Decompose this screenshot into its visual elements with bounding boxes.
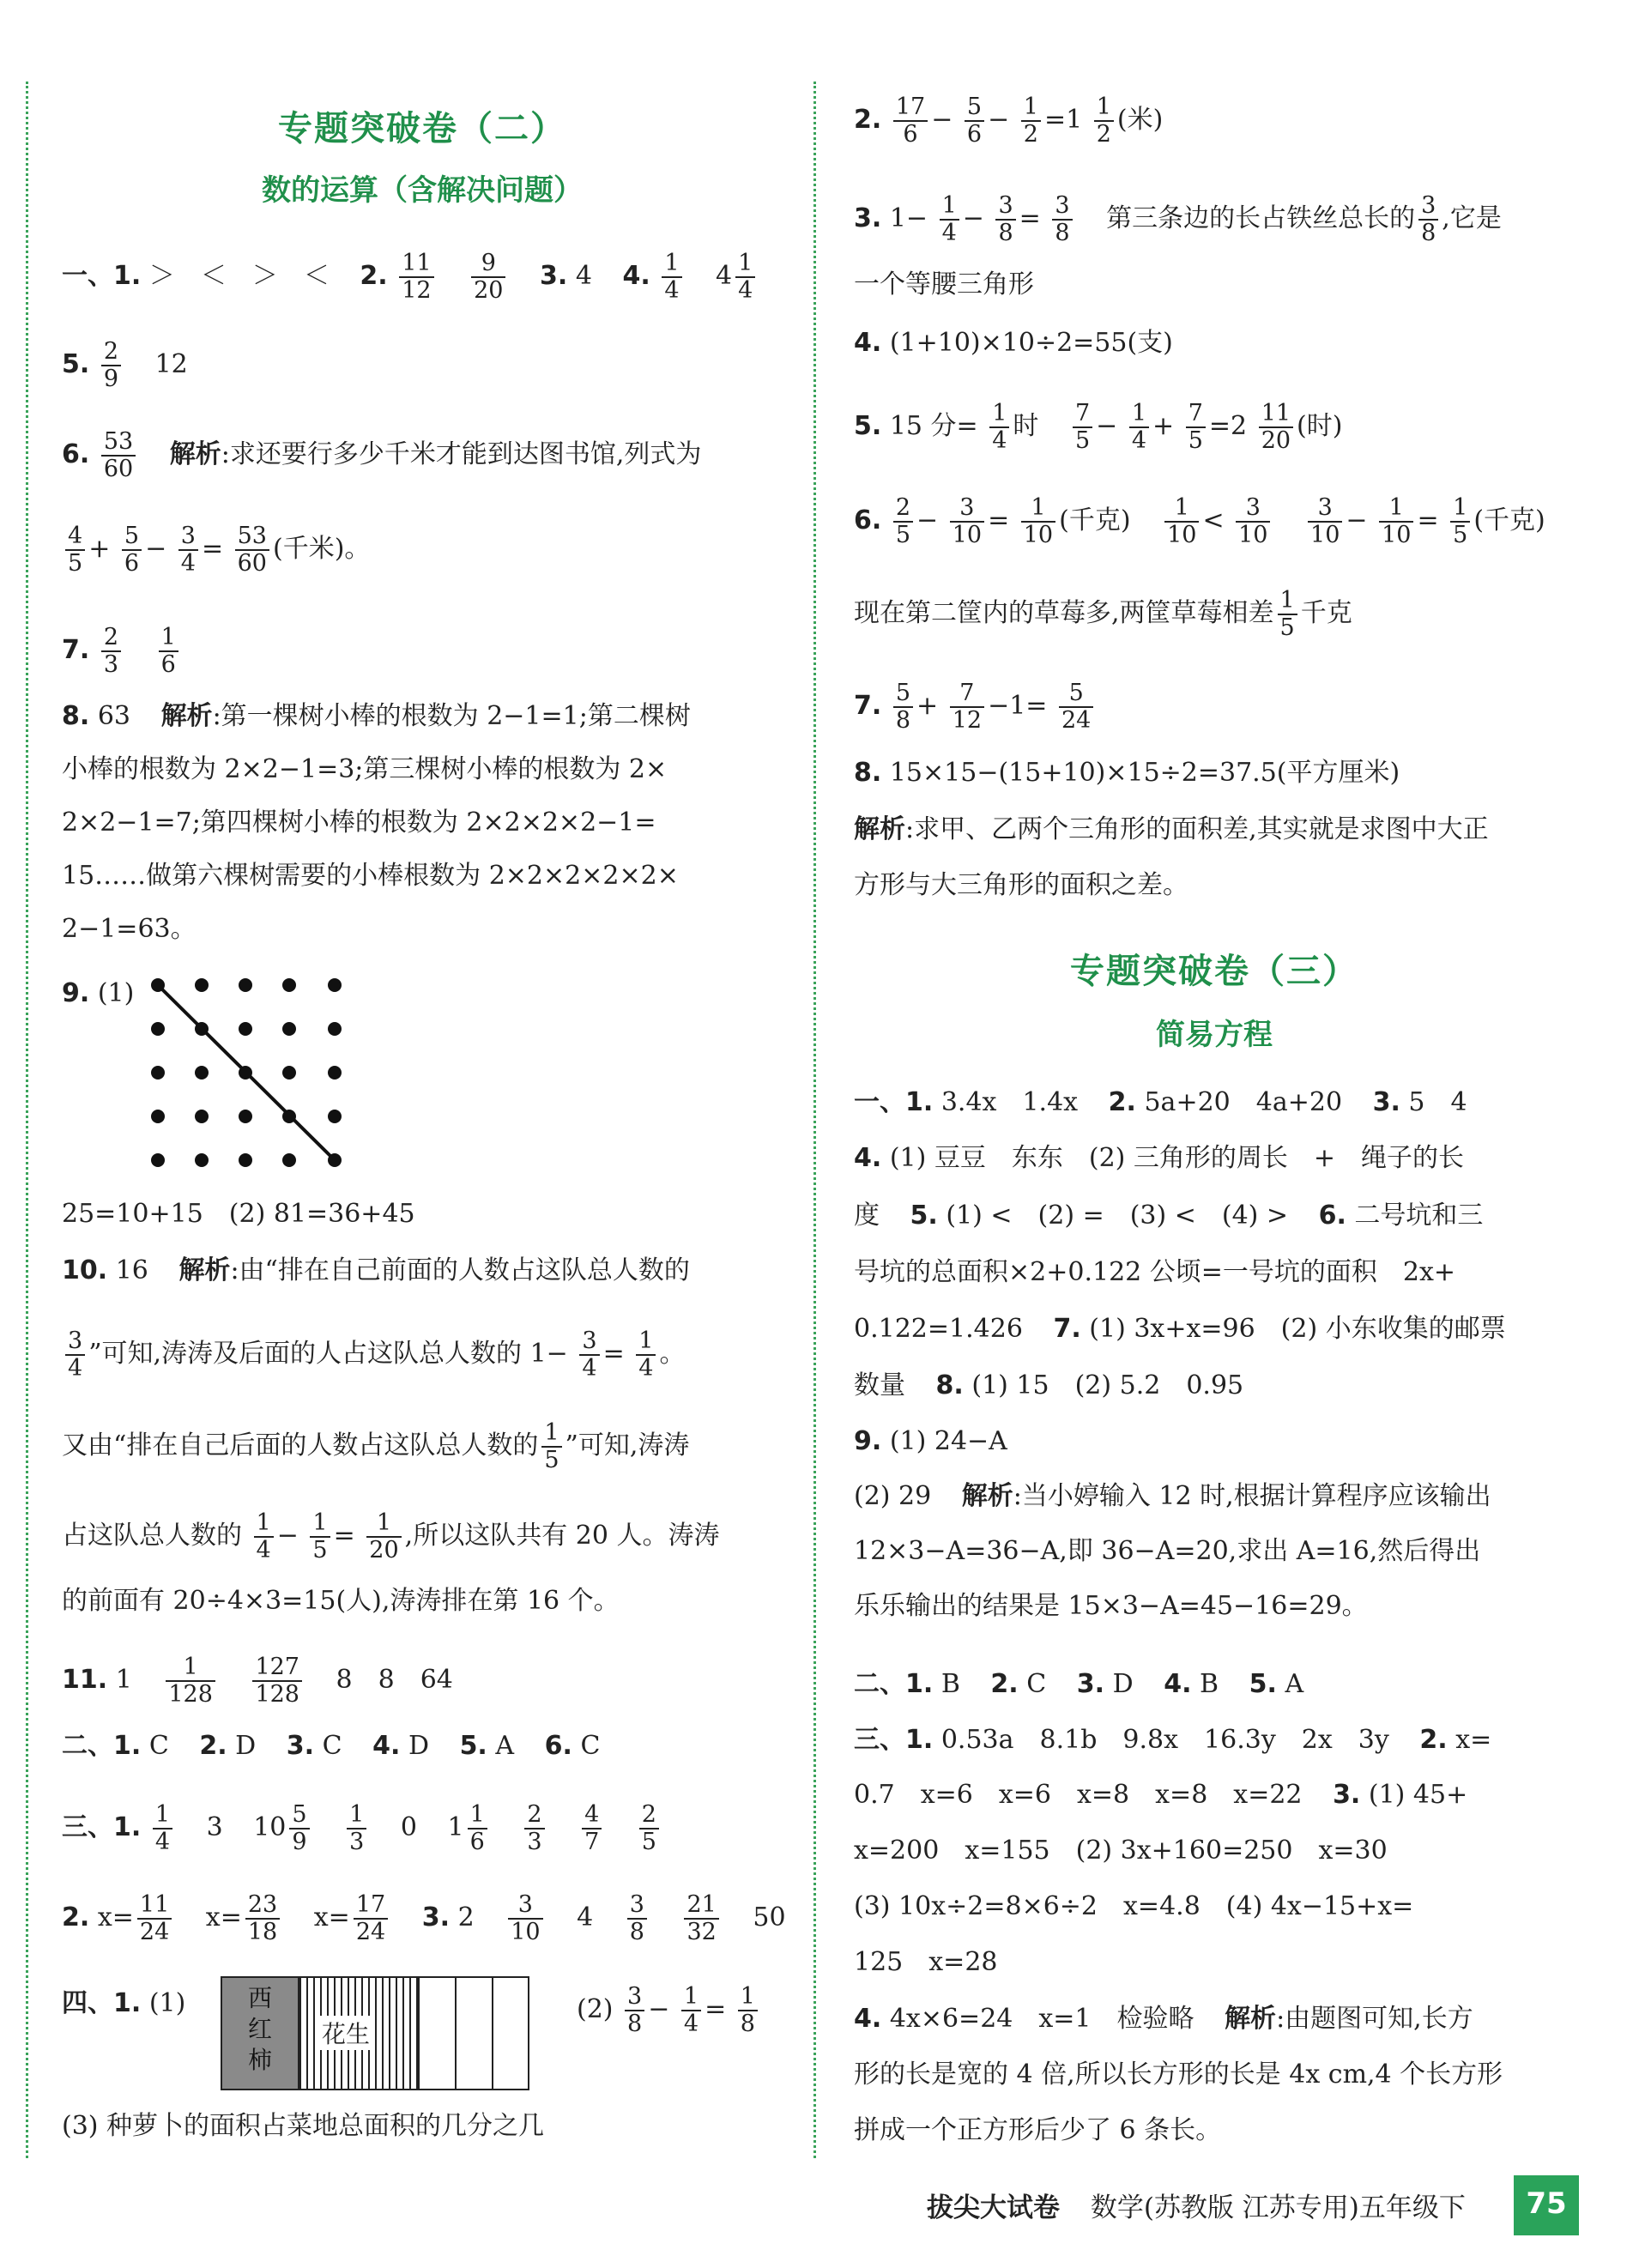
answer-line-9: 9. (1) (62, 978, 135, 1008)
dot-grid-figure (148, 970, 362, 1167)
answer-q9c: 12×3−A=36−A,即 36−A=20,求出 A=16,然后得出 (854, 1536, 1481, 1566)
answer-section-3b: 2. x= $\frac{11}{24}$ x= $\frac{23}{18}$ x= $\frac{17}{24}$ 3. 2 $\frac{3}{10}$ 4 $\frac{3}{8}$ $\frac{21}{32}$ 50 (62, 1891, 786, 1945)
answer-q4x: 4. 4x×6=24 x=1 检验略 解析:由题图可知,长方 (854, 2004, 1473, 2034)
answer-line-r5: 5. 15 分= $\frac{1}{4}$ 时 $\frac{7}{5}$ − $\frac{1}{4}$ + $\frac{7}{5}$ =2 $\frac{11}{20}$ (时) (854, 400, 1343, 454)
answer-q3d: (3) 10x÷2=8×6÷2 x=4.8 (4) 4x−15+x= (854, 1891, 1414, 1921)
answer-line-r8b: 解析:求甲、乙两个三角形的面积差,其实就是求图中大正 (854, 814, 1489, 844)
answer-q4e: 数量 8. (1) 15 (2) 5.2 0.95 (854, 1370, 1244, 1400)
answer-q1: 一、1. 3.4x 1.4x 2. 5a+20 4a+20 3. 5 4 (854, 1087, 1467, 1117)
answer-q2: 二、1. B 2. C 3. D 4. B 5. A (854, 1669, 1304, 1699)
answer-section-4b: (3) 种萝卜的面积占菜地总面积的几分之几 (62, 2111, 545, 2141)
peanut-label: 花生 (318, 2016, 373, 2050)
answer-line-r8c: 方形与大三角形的面积之差。 (854, 870, 1188, 900)
answer-q3e: 125 x=28 (854, 1947, 998, 1977)
answer-line-6: 6. $\frac{53}{60}$ 解析:求还要行多少千米才能到达图书馆,列式为 (62, 428, 702, 482)
answer-q4z: 拼成一个正方形后少了 6 条长。 (854, 2115, 1222, 2145)
answer-q4y: 形的长是宽的 4 倍,所以长方形的长是 4x cm,4 个长方形 (854, 2059, 1503, 2090)
answer-line-10e: 的前面有 20÷4×3=15(人),涛涛排在第 16 个。 (62, 1586, 620, 1616)
column-divider (813, 82, 816, 2158)
answer-q9b: (2) 29 解析:当小婷输入 12 时,根据计算程序应该输出 (854, 1481, 1491, 1511)
answer-q4: 4. (1) 豆豆 东东 (2) 三角形的周长 + 绳子的长 (854, 1143, 1465, 1173)
footer-subject: 数学(苏教版 江苏专用)五年级下 (1090, 2192, 1466, 2223)
answer-line-r8: 8. 15×15−(15+10)×15÷2=37.5(平方厘米) (854, 758, 1400, 788)
footer-brand: 拔尖大试卷 (927, 2192, 1060, 2223)
answer-line-6b: $\frac{4}{5}$ + $\frac{5}{6}$ − $\frac{3}{4}$ = $\frac{53}{60}$ (千米)。 (62, 523, 370, 577)
tomato-area (222, 1978, 299, 2089)
section-title: 专题突破卷（三） (1070, 952, 1358, 991)
answer-q4b: 度 5. (1) < (2) = (3) < (4) > 6. 二号坑和三 (854, 1201, 1484, 1231)
answer-q3: 三、1. 0.53a 8.1b 9.8x 16.3y 2x 3y 2. x= (854, 1725, 1492, 1755)
answer-q4d: 0.122=1.426 7. (1) 3x+x=96 (2) 小东收集的邮票 (854, 1314, 1506, 1344)
answer-line-10: 10. 16 解析:由“排在自己前面的人数占这队总人数的 (62, 1255, 690, 1285)
page-number: 75 (1514, 2175, 1579, 2235)
page-footer (858, 2175, 1579, 2235)
answer-line-8: 8. 63 解析:第一棵树小棒的根数为 2−1=1;第二棵树 (62, 701, 691, 731)
footer-text (927, 2186, 1466, 2224)
answer-line-11: 11. 1 $\frac{1}{128}$ $\frac{127}{128}$ 8 8 64 (62, 1654, 453, 1708)
answer-line-r7: 7. $\frac{5}{8}$ + $\frac{7}{12}$ −1= $\frac{5}{24}$ (854, 680, 1097, 734)
answer-section-3: 三、1. $\frac{1}{4}$ 3 10 $\frac{5}{9}$ $\frac{1}{3}$ 0 1 $\frac{1}{6}$ $\frac{2}{3}$ $\frac{4}{7}$ $\frac{2}{5}$ (62, 1802, 662, 1855)
answer-q9d: 乐乐输出的结果是 15×3−A=45−16=29。 (854, 1591, 1368, 1621)
answer-line-5: 5. $\frac{2}{9}$ 12 (62, 338, 188, 392)
answer-section-2: 二、1. C 2. D 3. C 4. D 5. A 6. C (62, 1731, 601, 1761)
answer-line-8c: 2×2−1=7;第四棵树小棒的根数为 2×2×2×2−1= (62, 807, 656, 838)
answer-line-r6: 6. $\frac{2}{5}$ − $\frac{3}{10}$ = $\frac{1}{10}$ (千克) $\frac{1}{10}$ < $\frac{3}{10}$ $\frac{3}{10}$ − $\frac{1}{10}$ = $\frac{1}{5}$ (千克) (854, 494, 1545, 548)
answer-q3c: x=200 x=155 (2) 3x+160=250 x=30 (854, 1836, 1388, 1866)
tomato-label: 西红柿 (247, 1984, 272, 2074)
answer-line-8d: 15……做第六棵树需要的小棒根数为 2×2×2×2×2× (62, 861, 679, 891)
section-subtitle: 数的运算（含解决问题） (262, 173, 583, 208)
answer-line-10d: 占这队总人数的 $\frac{1}{4}$ − $\frac{1}{5}$ = $\frac{1}{20}$ ,所以这队共有 20 人。涛涛 (62, 1509, 720, 1563)
answer-line-r3b: 一个等腰三角形 (854, 269, 1034, 299)
answer-section-4: 四、1. (1) (62, 1988, 186, 2018)
answer-line-7: 7. $\frac{2}{3}$ $\frac{1}{6}$ (62, 625, 182, 678)
answer-line-8b: 小棒的根数为 2×2−1=3;第三棵树小棒的根数为 2× (62, 754, 668, 784)
garden-diagram (221, 1976, 529, 2090)
answer-line-10b: $\frac{3}{4}$ ”可知,涛涛及后面的人占这队总人数的 1− $\frac{3}{4}$ = $\frac{1}{4}$ 。 (62, 1328, 685, 1382)
garden-cell (420, 1978, 457, 2089)
answer-q3b: 0.7 x=6 x=6 x=8 x=8 x=22 3. (1) 45+ (854, 1780, 1468, 1810)
answer-line-1: 一、1. ＞ ＜ ＞ ＜ 2. $\frac{11}{12}$ $\frac{9}{20}$ 3. 4 4. $\frac{1}{4}$ 4 $\frac{1}{4}$ (62, 251, 759, 304)
answer-line-r2: 2. $\frac{17}{6}$ − $\frac{5}{6}$ − $\frac{1}{2}$ =1 $\frac{1}{2}$ (米) (854, 94, 1164, 148)
left-divider (26, 82, 28, 2158)
section-subtitle: 简易方程 (1156, 1018, 1273, 1052)
garden-cell (457, 1978, 493, 2089)
answer-q9: 9. (1) 24−A (854, 1426, 1007, 1456)
section-title: 专题突破卷（二） (278, 109, 566, 148)
answer-line-9b: 25=10+15 (2) 81=36+45 (62, 1199, 415, 1229)
answer-q4c: 号坑的总面积×2+0.122 公顷=一号坑的面积 2x+ (854, 1257, 1456, 1287)
answer-line-r6b: 现在第二筐内的草莓多,两筐草莓相差 $\frac{1}{5}$ 千克 (854, 587, 1352, 641)
answer-line-r4: 4. (1+10)×10÷2=55(支) (854, 328, 1173, 358)
answer-section-4-part2: (2) $\frac{3}{8}$ − $\frac{1}{4}$ = $\frac{1}{8}$ (577, 1984, 761, 2037)
answer-line-8e: 2−1=63。 (62, 914, 197, 944)
answer-line-10c: 又由“排在自己后面的人数占这队总人数的 $\frac{1}{5}$ ”可知,涛涛 (62, 1419, 690, 1473)
answer-line-r3: 3. 1− $\frac{1}{4}$ − $\frac{3}{8}$ = $\frac{3}{8}$ 第三条边的长占铁丝总长的 $\frac{3}{8}$ ,它是 (854, 192, 1502, 246)
peanut-area (299, 1978, 420, 2089)
